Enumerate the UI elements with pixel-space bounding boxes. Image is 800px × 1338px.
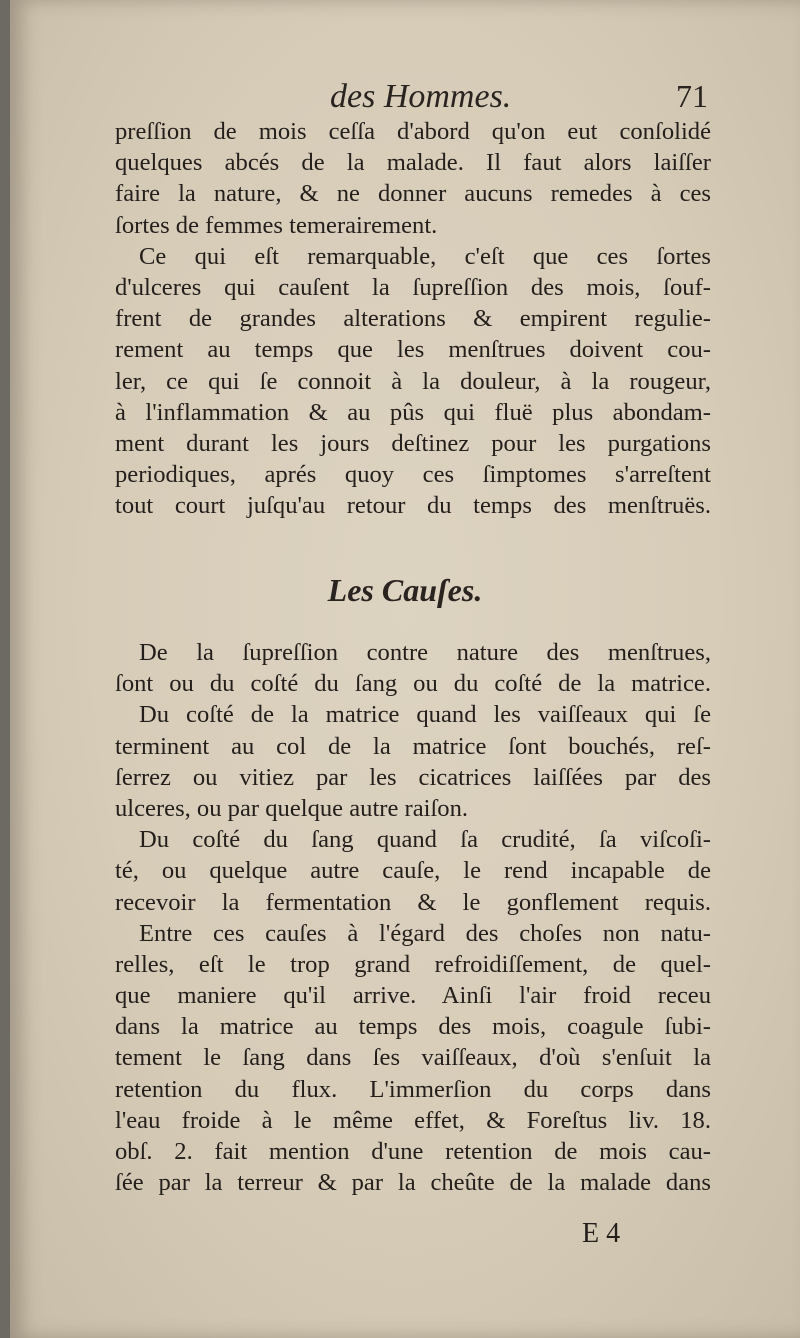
text-line: ler, ce qui ſe connoit à la douleur, à la rougeur, [115, 367, 711, 395]
body-text-top [115, 116, 711, 521]
text-line: ſerrez ou vitiez par les cicatrices laiſſées par des [115, 763, 711, 791]
text-line: Entre ces cauſes à l'égard des choſes non natu- [139, 919, 711, 947]
book-page [10, 0, 800, 1338]
section-heading: Les Cauſes. [327, 572, 483, 608]
text-line: ſont ou du coſté du ſang ou du coſté de la matrice. [115, 670, 711, 698]
signature-mark: E 4 [582, 1218, 621, 1249]
text-line: ſortes de femmes temerairement. [115, 211, 438, 239]
text-line: té, ou quelque autre cauſe, le rend incapable de [115, 857, 711, 885]
text-line: relles, eſt le trop grand refroidiſſement, de quel- [115, 950, 711, 978]
text-line: rement au temps que les menſtrues doivent cou- [115, 336, 711, 364]
text-line: faire la nature, & ne donner aucuns remedes à ces [115, 180, 711, 208]
text-line: terminent au col de la matrice ſont bouchés, reſ- [115, 732, 711, 760]
text-line: l'eau froide à le même effet, & Foreſtus liv. 18. [115, 1106, 711, 1134]
text-line: obſ. 2. fait mention d'une retention de mois cau- [115, 1138, 711, 1165]
text-line: recevoir la fermentation & le gonflement requis. [115, 888, 711, 916]
text-line: ſée par la terreur & par la cheûte de la malade dans [115, 1169, 711, 1197]
text-line: d'ulceres qui cauſent la ſupreſſion des mois, ſouf- [115, 273, 711, 301]
text-line: ulceres, ou par quelque autre raiſon. [115, 794, 469, 822]
text-line: De la ſupreſſion contre nature des menſtrues, [139, 639, 711, 666]
text-line: tement le ſang dans ſes vaiſſeaux, d'où s'enſuit la [115, 1044, 711, 1072]
text-line: Ce qui eſt remarquable, c'eſt que ces ſortes [139, 242, 711, 270]
text-line: retention du flux. L'immerſion du corps dans [115, 1075, 711, 1103]
text-line: Du coſté du ſang quand ſa crudité, ſa viſcoſi- [139, 826, 711, 854]
body-text-bottom [115, 637, 711, 1198]
text-line: quelques abcés de la malade. Il faut alors laiſſer [115, 149, 711, 177]
text-line: preſſion de mois ceſſa d'abord qu'on eut conſolidé [115, 118, 711, 145]
text-line: frent de grandes alterations & empirent regulie- [115, 305, 711, 333]
text-line: ment durant les jours deſtinez pour les purgations [115, 429, 711, 457]
text-line: periodiques, aprés quoy ces ſimptomes s'arreſtent [115, 461, 711, 489]
text-line: à l'inflammation & au pûs qui fluë plus abondam- [115, 398, 711, 426]
page-number: 71 [676, 78, 708, 114]
running-title: des Hommes. [330, 78, 512, 115]
text-line: Du coſté de la matrice quand les vaiſſeaux qui ſe [139, 701, 711, 729]
text-line: dans la matrice au temps des mois, coagule ſubi- [115, 1013, 711, 1041]
text-line: que maniere qu'il arrive. Ainſi l'air froid receu [115, 982, 711, 1010]
text-line: tout court juſqu'au retour du temps des menſtruës. [115, 492, 711, 520]
